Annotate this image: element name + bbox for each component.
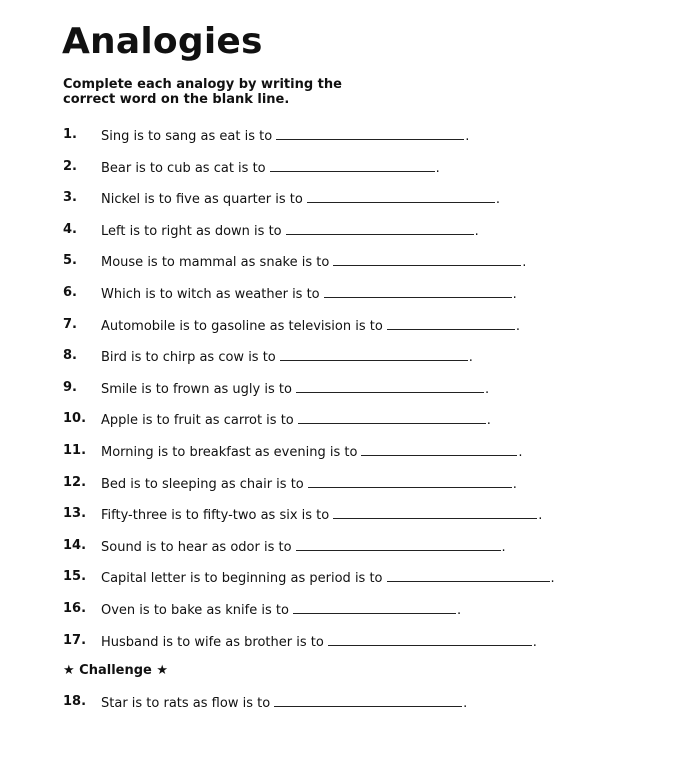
analogy-prompt: Mouse is to mammal as snake is to [101, 255, 330, 271]
analogy-prompt: Smile is to frown as ugly is to [101, 381, 292, 397]
analogy-prompt: Fifty-three is to fifty-two as six is to [101, 508, 330, 524]
period: . [515, 318, 520, 334]
answer-blank-line[interactable] [361, 441, 517, 456]
answer-blank-line[interactable] [270, 157, 435, 172]
analogy-prompt: Nickel is to five as quarter is to [101, 192, 303, 208]
period: . [486, 413, 491, 429]
period: . [501, 539, 506, 555]
item-text-wrapper [101, 441, 523, 463]
item-number: 9. [63, 379, 77, 395]
analogy-prompt: Husband is to wife as brother is to [101, 634, 324, 650]
answer-blank-line[interactable] [387, 315, 515, 330]
answer-blank-line[interactable] [276, 125, 464, 140]
item-text-wrapper [101, 692, 467, 714]
period: . [435, 160, 440, 176]
analogy-prompt: Bird is to chirp as cow is to [101, 350, 276, 366]
period: . [538, 508, 543, 524]
item-number: 13. [63, 506, 87, 522]
analogy-prompt: Automobile is to gasoline as television is to [101, 318, 383, 334]
item-text-wrapper [101, 157, 440, 179]
period: . [518, 445, 523, 460]
item-text-wrapper [101, 315, 520, 337]
item-number: 14. [63, 537, 87, 553]
item-text-wrapper [101, 188, 500, 210]
item-number: 4. [63, 221, 77, 237]
item-number: 17. [63, 632, 87, 648]
item-text-wrapper [101, 378, 489, 400]
answer-blank-line[interactable] [298, 409, 486, 424]
item-text-wrapper [101, 473, 517, 495]
item-number: 16. [63, 601, 87, 616]
analogy-prompt: Left is to right as down is to [101, 223, 282, 239]
item-number: 15. [63, 569, 87, 585]
answer-blank-line[interactable] [328, 631, 532, 646]
item-text-wrapper [101, 409, 491, 431]
period: . [468, 350, 473, 366]
period: . [495, 192, 500, 208]
analogy-prompt: Capital letter is to beginning as period is to [101, 571, 383, 587]
analogy-prompt: Sound is to hear as odor is to [101, 539, 292, 555]
period: . [484, 381, 490, 397]
answer-blank-line[interactable] [308, 473, 512, 488]
period: . [465, 129, 470, 144]
period: . [550, 571, 555, 587]
page-title: Analogies [62, 21, 263, 62]
answer-blank-line[interactable] [296, 378, 484, 393]
analogy-prompt: Oven is to bake as knife is to [101, 603, 289, 618]
item-text-wrapper [101, 125, 469, 147]
period: . [522, 255, 527, 271]
period: . [532, 634, 537, 650]
answer-blank-line[interactable] [280, 346, 468, 361]
analogy-prompt: Morning is to breakfast as evening is to [101, 445, 358, 460]
item-number: 11. [63, 443, 87, 458]
answer-blank-line[interactable] [293, 599, 456, 614]
item-number: 1. [63, 127, 77, 142]
answer-blank-line[interactable] [296, 536, 501, 551]
item-number: 5. [63, 253, 77, 269]
period: . [512, 476, 517, 492]
item-text-wrapper [101, 536, 506, 558]
item-text-wrapper [101, 631, 537, 653]
analogy-prompt: Sing is to sang as eat is to [101, 129, 273, 144]
analogy-prompt: Star is to rats as flow is to [101, 696, 271, 711]
answer-blank-line[interactable] [387, 567, 550, 582]
answer-blank-line[interactable] [307, 188, 495, 203]
item-text-wrapper [101, 567, 555, 589]
answer-blank-line[interactable] [274, 692, 462, 707]
item-number: 10. [63, 411, 87, 427]
item-number: 12. [63, 474, 87, 490]
item-number: 7. [63, 316, 77, 332]
challenge-heading: ★ Challenge ★ [63, 663, 169, 678]
analogy-prompt: Apple is to fruit as carrot is to [101, 413, 294, 429]
item-text-wrapper [101, 599, 461, 621]
answer-blank-line[interactable] [286, 220, 474, 235]
item-number: 8. [63, 348, 77, 364]
item-text-wrapper [101, 283, 517, 305]
analogy-prompt: Which is to witch as weather is to [101, 287, 320, 302]
period: . [474, 223, 479, 239]
item-number: 6. [63, 285, 77, 300]
item-text-wrapper [101, 220, 479, 242]
period: . [456, 603, 462, 618]
item-text-wrapper [101, 251, 526, 273]
answer-blank-line[interactable] [324, 283, 512, 298]
period: . [512, 287, 517, 302]
answer-blank-line[interactable] [333, 504, 537, 519]
analogy-prompt: Bear is to cub as cat is to [101, 160, 266, 176]
answer-blank-line[interactable] [333, 251, 521, 266]
instructions: Complete each analogy by writing the correct word on the blank line. [63, 77, 342, 107]
item-number: 3. [63, 190, 77, 206]
item-number: 18. [63, 694, 87, 709]
analogy-prompt: Bed is to sleeping as chair is to [101, 476, 304, 492]
item-number: 2. [63, 158, 77, 174]
item-text-wrapper [101, 504, 542, 526]
item-text-wrapper [101, 346, 473, 368]
period: . [463, 696, 468, 711]
